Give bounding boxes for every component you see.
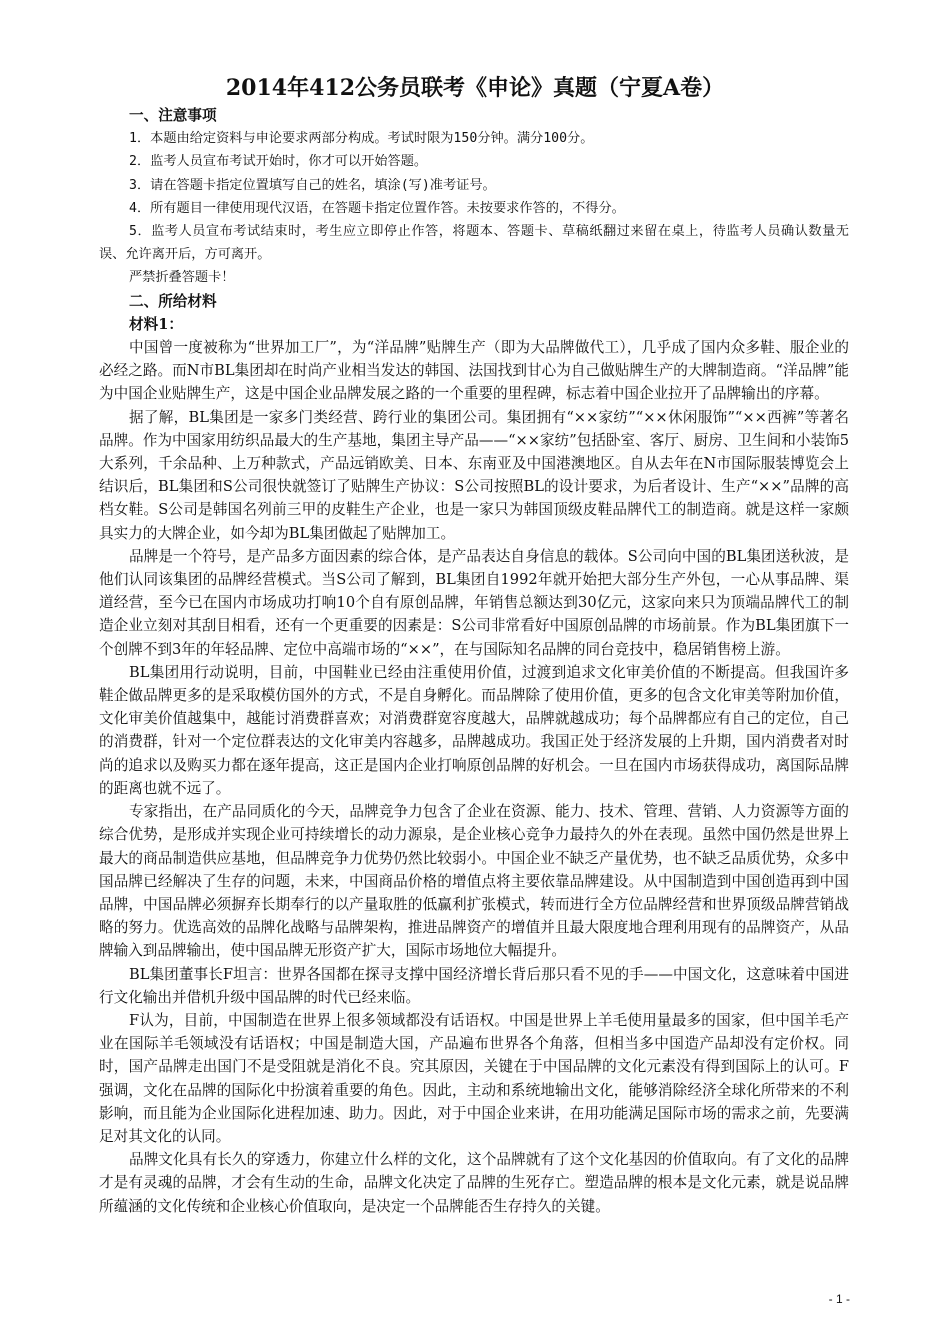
material-paragraph: 品牌是一个符号，是产品多方面因素的综合体，是产品表达自身信息的载体。S公司向中国的BL集团送秋波，是他们认同该集团的品牌经营模式。当S公司了解到，BL集团自1992年就开始把大部分生产外包，一心从事品牌、渠道经营，至今已在国内市场成功打响10个自有原创品牌，年销售总额达到30亿元，这家向来只为顶端品牌代工的制造企业立刻对其刮目相看，还有一个更重要的因素是：S公司非常看好中国原创品牌的市场前景。作为BL集团旗下一个创牌不到3年的年轻品牌、定位中高端市场的“××”，在与国际知名品牌的同台竞技中，稳居销售榜上游。	[99, 547, 849, 658]
material-paragraph: F认为，目前，中国制造在世界上很多领域都没有话语权。中国是世界上羊毛使用量最多的国家，但中国羊毛产业在国际羊毛领域没有话语权；中国是制造大国，产品遍布世界各个角落，但相当多中国造产品却没有定价权。同时，国产品牌走出国门不是受阻就是消化不良。究其原因，关键在于中国品牌的文化元素没有得到国际上的认可。F强调，文化在品牌的国际化中扮演着重要的角色。因此，主动和系统地输出文化，能够消除经济全球化所带来的不利影响，而且能为企业国际化进程加速、助力。因此，对于中国企业来讲，在用功能满足国际市场的需求之前，先要满足对其文化的认同。	[99, 1011, 849, 1145]
material-paragraph: 品牌文化具有长久的穿透力，你建立什么样的文化，这个品牌就有了这个文化基因的价值取向。有了文化的品牌才是有灵魂的品牌，才会有生动的生命，品牌文化决定了品牌的生死存亡。塑造品牌的根本是文化元素，就是说品牌所蕴涵的文化传统和企业核心价值取向，是决定一个品牌能否生存持久的关键。	[99, 1151, 849, 1215]
document-title: 2014年412公务员联考《申论》真题（宁夏A卷）	[225, 75, 725, 101]
document-body	[99, 104, 849, 1218]
notice-item: 4．所有题目一律使用现代汉语，在答题卡指定位置作答。未按要求作答的，不得分。	[129, 200, 625, 216]
material-label: 材料1：	[129, 315, 183, 333]
notice-item: 3．请在答题卡指定位置填写自己的姓名，填涂(写)准考证号。	[129, 177, 496, 193]
notice-warning: 严禁折叠答题卡！	[129, 270, 235, 286]
page-number: - 1 -	[828, 1292, 850, 1306]
notice-item: 5．监考人员宣布考试结束时，考生应立即停止作答，将题本、答题卡、草稿纸翻过来留在桌上，待监考人员确认数量无误、允许离开后，方可离开。	[99, 224, 849, 263]
materials-heading: 二、所给材料	[129, 292, 217, 310]
material-paragraph: 据了解，BL集团是一家多门类经营、跨行业的集团公司。集团拥有“××家纺”“××休闲服饰”“××西裤”等著名品牌。作为中国家用纺织品最大的生产基地，集团主导产品——“××家纺”包括卧室、客厅、厨房、卫生间和小装饰5大系列，千余品种、上万种款式，产品远销欧美、日本、东南亚及中国港澳地区。自从去年在N市国际服装博览会上结识后，BL集团和S公司很快就签订了贴牌生产协议：S公司按照BL的设计要求，为后者设计、生产“××”品牌的高档女鞋。S公司是韩国名列前三甲的皮鞋生产企业，也是一家只为韩国顶级皮鞋品牌代工的制造商。就是这样一家颇具实力的大牌企业，如今却为BL集团做起了贴牌加工。	[99, 408, 849, 542]
notice-item: 2．监考人员宣布考试开始时，你才可以开始答题。	[129, 154, 428, 170]
material-paragraph: BL集团用行动说明，目前，中国鞋业已经由注重使用价值，过渡到追求文化审美价值的不断提高。但我国许多鞋企做品牌更多的是采取模仿国外的方式，不是自身孵化。而品牌除了使用价值，更多的包含文化审美等附加价值，文化审美价值越集中，越能讨消费群喜欢；对消费群宽容度越大，品牌就越成功；每个品牌都应有自己的定位，自己的消费群，针对一个定位群表达的文化审美内容越多，品牌越成功。我国正处于经济发展的上升期，国内消费者对时尚的追求以及购买力都在逐年提高，这正是国内企业打响原创品牌的好机会。一旦在国内市场获得成功，离国际品牌的距离也就不远了。	[99, 663, 849, 797]
material-paragraph: BL集团董事长F坦言：世界各国都在探寻支撑中国经济增长背后那只看不见的手——中国文化，这意味着中国进行文化输出并借机升级中国品牌的时代已经来临。	[99, 965, 849, 1006]
material-paragraph: 中国曾一度被称为“世界加工厂”，为“洋品牌”贴牌生产（即为大品牌做代工），几乎成了国内众多鞋、服企业的必经之路。而N市BL集团却在时尚产业相当发达的韩国、法国找到甘心为自己做贴牌生产的大牌制造商。“洋品牌”能为中国企业贴牌生产，这是中国企业品牌发展之路的一个重要的里程碑，标志着中国企业拉开了品牌输出的序幕。	[99, 339, 849, 403]
notice-item: 1．本题由给定资料与申论要求两部分构成。考试时限为150分钟。满分100分。	[129, 131, 594, 147]
material-paragraph: 专家指出，在产品同质化的今天，品牌竞争力包含了企业在资源、能力、技术、管理、营销、人力资源等方面的综合优势，是形成并实现企业可持续增长的动力源泉，是企业核心竞争力最持久的外在表现。虽然中国仍然是世界上最大的商品制造供应基地，但品牌竞争力优势仍然比较弱小。中国企业不缺乏产量优势，也不缺乏品质优势，众多中国品牌已经解决了生存的问题，未来，中国商品价格的增值点将主要依靠品牌建设。从中国制造到中国创造再到中国品牌，中国品牌必须摒弃长期奉行的以产量取胜的低赢利扩张模式，转而进行全方位品牌经营和世界顶级品牌营销战略的努力。优选高效的品牌化战略与品牌架构，推进品牌资产的增值并且最大限度地合理利用现有的品牌资产，从品牌输入到品牌输出，使中国品牌无形资产扩大，国际市场地位大幅提升。	[99, 803, 849, 960]
notice-heading: 一、注意事项	[129, 107, 217, 124]
